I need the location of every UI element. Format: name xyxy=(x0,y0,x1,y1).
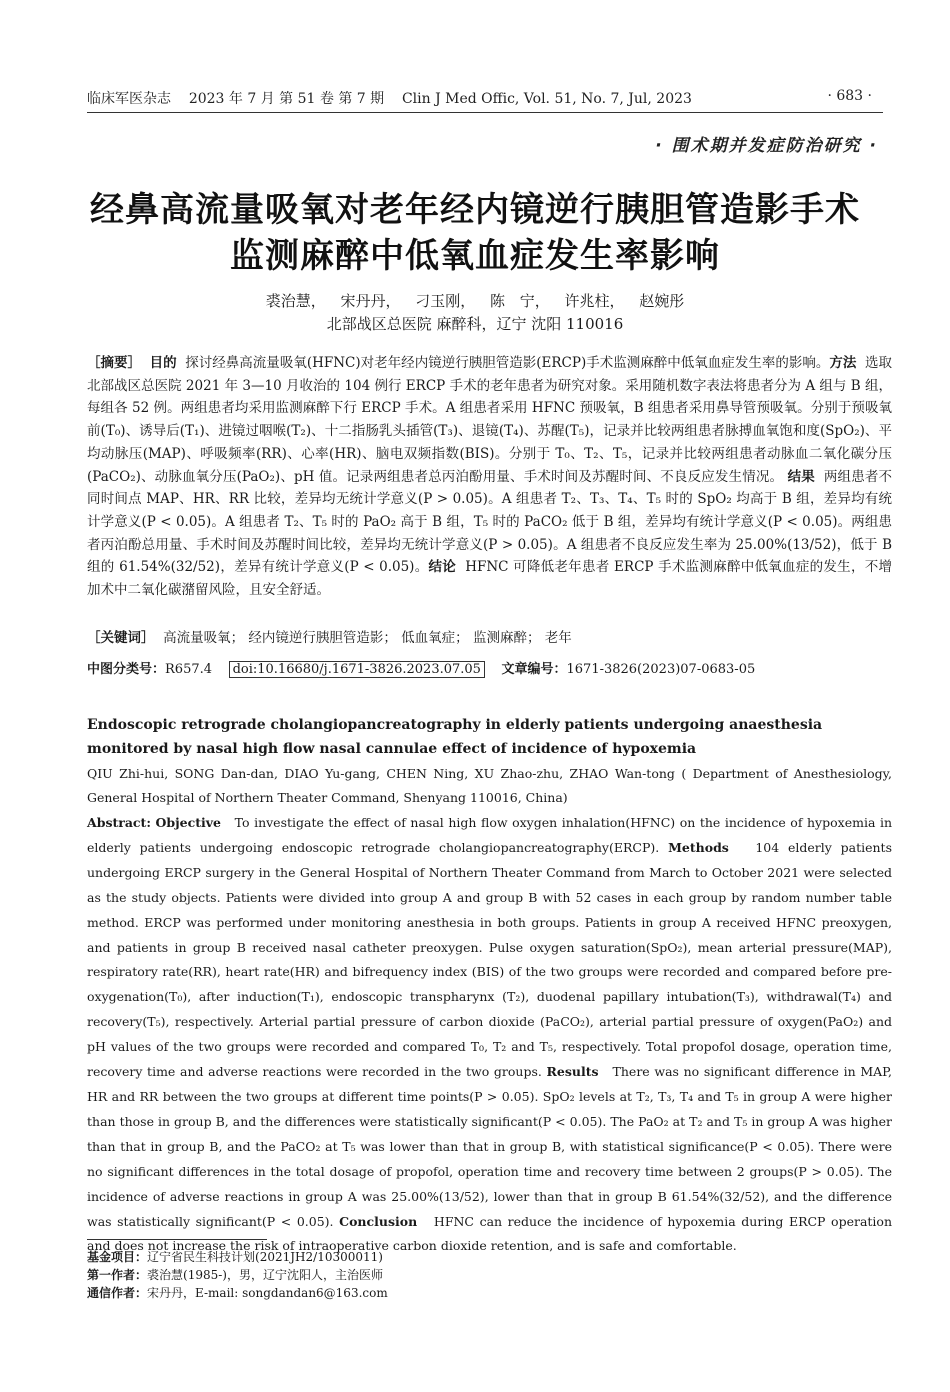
abstract-cn-label: ［摘要］ xyxy=(87,355,142,371)
conclusion-en-label: Conclusion xyxy=(339,1213,418,1229)
title-cn-line1: 经鼻高流量吸氧对老年经内镜逆行胰胆管造影手术 xyxy=(90,190,860,230)
methods-cn: 选取北部战区总医院 2021 年 3—10 月收治的 104 例行 ERCP 手术的老年患者为研究对象。采用随机数字表法将患者分为 A 组与 B 组，每组各 52 例。两组患者均采用监测麻醉下行 ERCP 手术。A 组患者采用 HFNC 预吸氧，B 组患者采用鼻导管预吸氧。分别于预吸氧前(T₀)、诱导后(T₁)、进镜过咽喉(T₂)、十二指肠乳头插管(T₃)、退镜(T₄)、苏醒(T₅)，记录并比较两组患者脉搏血氧饱和度(SpO₂)、平均动脉压(MAP)、呼吸频率(RR)、心率(HR)、脑电双频指数(BIS)。分别于 T₀、T₂、T₅，记录并比较两组患者动脉血二氧化碳分压(PaCO₂)、动脉血氧分压(PaO₂)、pH 值。记录两组患者总丙泊酚用量、手术时间及苏醒时间、不良反应发生情况。 xyxy=(87,355,893,485)
doi: doi:10.16680/j.1671-3826.2023.07.05 xyxy=(229,661,485,678)
corresponding-label: 通信作者： xyxy=(87,1286,148,1300)
objective-en-label: Objective xyxy=(155,815,221,830)
results-en: There was no significant difference in MAP, HR and RR between the two groups at different time points(P > 0.05). SpO₂ levels at T₂, T₃, T₄ and T₅ in group A were higher than those in group B, and the differences were statistically significant(P < 0.05). The PaO₂ at T₂ and T₅ in group A was higher than that in group B, and the PaCO₂ at T₅ was lower than that in group B, with statistical significance(P < 0.05). There were no significant differences in the total dosage of propofol, operation time and recovery time between 2 groups(P > 0.05). The incidence of adverse reactions in group A was 25.00%(13/52), lower than that in group B 61.54%(32/52), and the difference was statistically significant(P < 0.05). xyxy=(87,1064,892,1229)
title-cn-line2: 监测麻醉中低氧血症发生率影响 xyxy=(230,236,720,276)
page-number: · 683 · xyxy=(827,88,872,104)
article-no: 1671-3826(2023)07-0683-05 xyxy=(566,662,756,677)
results-cn: 两组患者不同时间点 MAP、HR、RR 比较，差异均无统计学意义(P > 0.05)。A 组患者 T₂、T₃、T₄、T₅ 时的 SpO₂ 均高于 B 组，差异均有统计学意义(P < 0.05)。A 组患者 T₂、T₅ 时的 PaO₂ 高于 B 组，T₅ 时的 PaCO₂ 低于 B 组，差异均有统计学意义(P < 0.05)。两组患者丙泊酚总用量、手术时间及苏醒时间比较，差异均无统计学意义(P > 0.05)。A 组患者不良反应发生率为 25.00%(13/52)，低于 B 组的 61.54%(32/52)，差异有统计学意义(P < 0.05)。 xyxy=(87,468,893,576)
results-cn-label: 结果 xyxy=(787,468,815,485)
corresponding-line xyxy=(87,1284,388,1302)
affiliation-cn: 北部战区总医院 麻醉科，辽宁 沈阳 110016 xyxy=(326,315,624,333)
conclusion-cn-label: 结论 xyxy=(428,559,457,576)
methods-en: 104 elderly patients undergoing ERCP surgery in the General Hospital of Northern Theater Command from March to October 2021 were selected as the study objects. Patients were divided into group A and group B with 52 cases in each group by random number table method. ERCP was performed under monitoring anesthesia in both groups. Patients in group A received HFNC preoxygen, and patients in group B received nasal catheter preoxygen. Pulse oxygen saturation(SpO₂), mean arterial pressure(MAP), respiratory rate(RR), heart rate(HR) and bifrequency index (BIS) of the two groups were recorded and compared before pre-oxygenation(T₀), after induction(T₁), endoscopic transpharynx (T₂), duodenal papillary intubation(T₃), withdrawal(T₄) and recovery(T₅), respectively. Arterial partial pressure of carbon dioxide (PaCO₂), arterial partial pressure of oxygen(PaO₂) and pH values of the two groups were recorded and compared T₀, T₂ and T₅, respectively. Total propofol dosage, operation time, recovery time and adverse reactions were recorded in the two groups. xyxy=(87,839,892,1080)
section-tag: · 围术期并发症防治研究 · xyxy=(655,136,878,156)
authors-en: QIU Zhi-hui, SONG Dan-dan, DIAO Yu-gang, CHEN Ning, XU Zhao-zhu, ZHAO Wan-tong ( Department of Anesthesiology, General Hospital of Northern Theater Command, Shenyang 110016, China) xyxy=(87,766,892,805)
objective-cn: 探讨经鼻高流量吸氧(HFNC)对老年经内镜逆行胰胆管造影(ERCP)手术监测麻醉中低氧血症发生率的影响。 xyxy=(185,355,830,371)
abstract-en xyxy=(87,811,892,1259)
clc-code: R657.4 xyxy=(165,662,213,677)
first-author-text: 裘治慧(1985-)，男，辽宁沈阳人，主治医师 xyxy=(147,1268,383,1282)
issue-en: Clin J Med Offic, Vol. 51, No. 7, Jul, 2023 xyxy=(401,91,692,107)
results-en-label: Results xyxy=(546,1064,599,1080)
header-rule xyxy=(87,112,883,113)
keywords-cn xyxy=(87,627,892,650)
footnotes xyxy=(87,1248,388,1302)
objective-en: To investigate the effect of nasal high flow oxygen inhalation(HFNC) on the incidence of hypoxemia in elderly patients undergoing endoscopic retrograde cholangiopancreatography(ERCP). xyxy=(87,815,892,855)
corresponding-text: 宋丹丹，E-mail: songdandan6@163.com xyxy=(147,1286,388,1300)
abstract-cn xyxy=(87,352,892,602)
clc-label: 中图分类号： xyxy=(87,662,166,677)
conclusion-cn: HFNC 可降低老年患者 ERCP 手术监测麻醉中低氧血症的发生，不增加术中二氧化碳潴留风险，且安全舒适。 xyxy=(87,559,892,599)
article-no-label: 文章编号： xyxy=(501,662,567,677)
article-meta xyxy=(87,658,755,677)
title-en: Endoscopic retrograde cholangiopancreatography in elderly patients undergoing anaesthesia monitored by nasal high flow nasal cannulae effect of incidence of hypoxemia xyxy=(87,717,823,757)
authors-cn: 裘治慧， 宋丹丹， 刁玉刚， 陈 宁， 许兆柱， 赵婉彤 xyxy=(265,292,685,310)
fund-text: 辽宁省民生科技计划(2021JH2/10300011) xyxy=(147,1250,383,1264)
conclusion-en: HFNC can reduce the incidence of hypoxemia during ERCP operation and does not increase the risk of intraoperative carbon dioxide retention, and is safe and comfortable. xyxy=(87,1213,892,1254)
footnote-rule xyxy=(87,1239,267,1240)
first-author-label: 第一作者： xyxy=(87,1268,148,1282)
keywords-cn-label: ［关键词］ xyxy=(87,630,155,646)
methods-cn-label: 方法 xyxy=(829,355,857,371)
first-author-line xyxy=(87,1266,388,1284)
journal-name-cn: 临床军医杂志 xyxy=(87,91,171,107)
keywords-cn-text: 高流量吸氧； 经内镜逆行胰胆管造影； 低血氧症； 监测麻醉； 老年 xyxy=(163,630,572,646)
methods-en-label: Methods xyxy=(668,839,729,855)
issue-cn: 2023 年 7 月 第 51 卷 第 7 期 xyxy=(188,91,385,107)
abstract-en-label: Abstract: xyxy=(87,815,151,830)
fund-line xyxy=(87,1248,388,1266)
objective-cn-label: 目的 xyxy=(149,355,177,371)
fund-label: 基金项目： xyxy=(87,1250,148,1264)
running-header-left xyxy=(87,88,692,108)
